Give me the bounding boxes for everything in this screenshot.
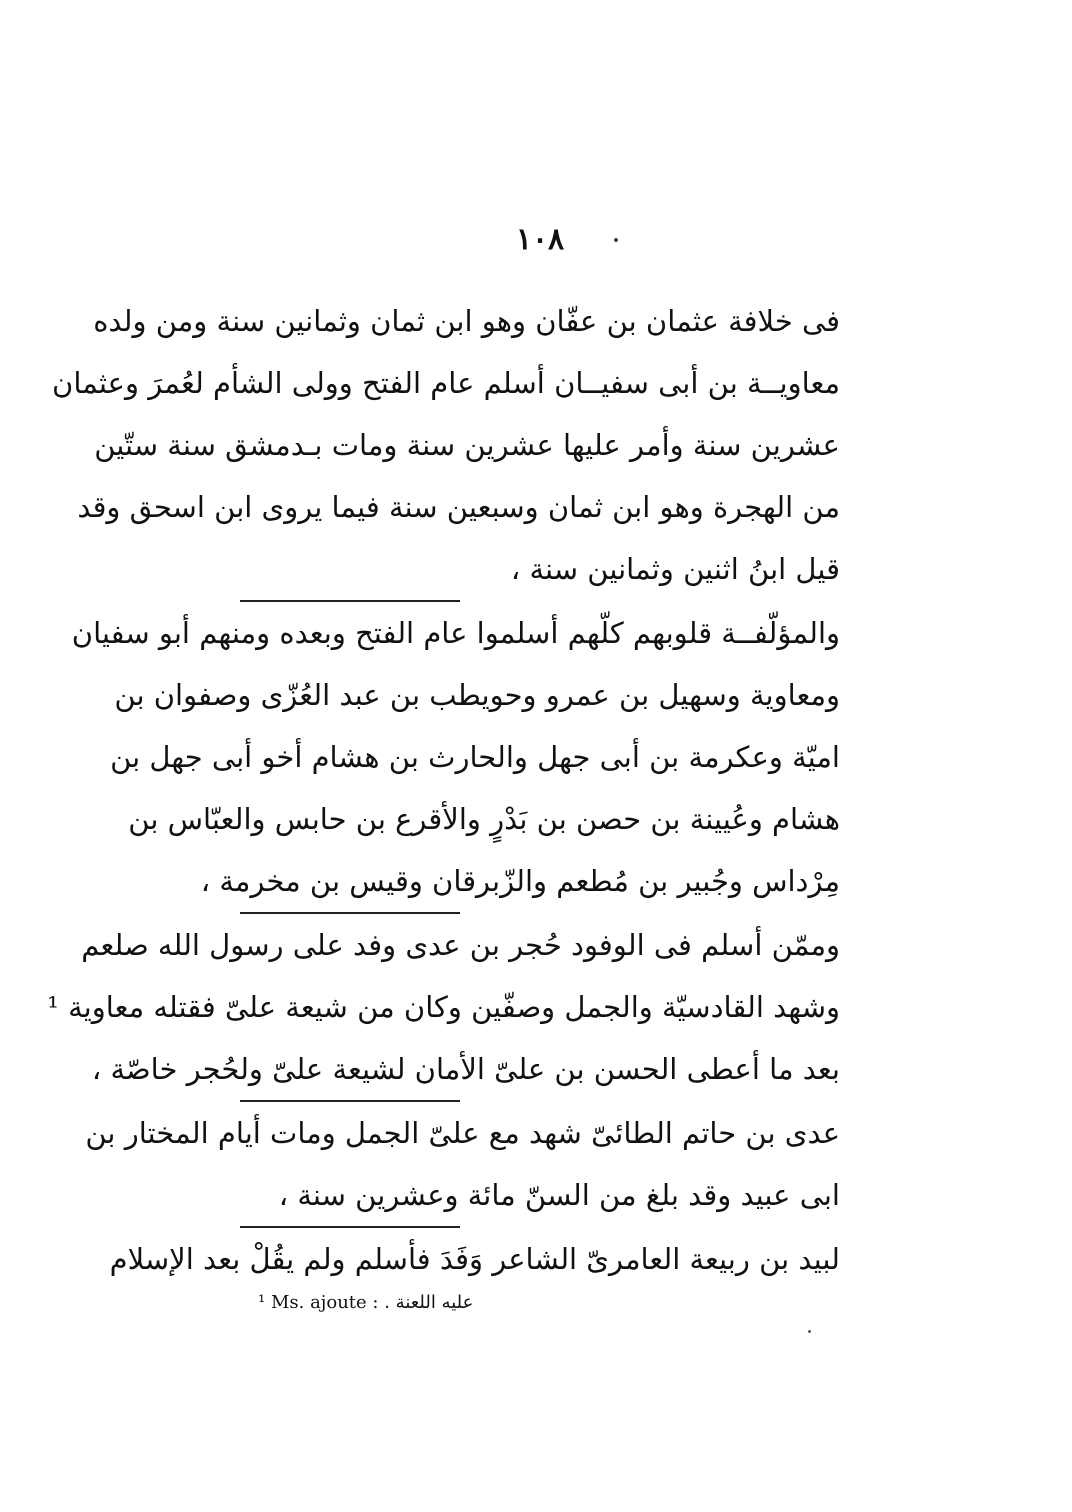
text-line: عدى بن حاتم الطائىّ شهد مع علىّ الجمل ومات أيام المختار بن xyxy=(85,1116,840,1150)
text-line: قيل ابنُ اثنين وثمانين سنة ، xyxy=(510,552,840,586)
text-line: من الهجرة وهو ابن ثمان وسبعين سنة فيما يروى ابن اسحق وقد xyxy=(77,490,840,524)
page-number-dot xyxy=(614,238,618,242)
text-line: عشرين سنة وأمر عليها عشرين سنة ومات بـدمشق سنة ستّين xyxy=(94,428,840,462)
footnote-latin: Ms. ajoute : xyxy=(270,1292,379,1313)
page-number: ١٠٨ xyxy=(515,222,565,257)
text-line: هشام وعُيينة بن حصن بن بَدْرٍ والأقرع بن حابس والعبّاس بن xyxy=(128,802,840,836)
text-line: والمؤلّفــة قلوبهم كلّهم أسلموا عام الفتح وبعده ومنهم أبو سفيان xyxy=(71,616,840,650)
text-line: معاويــة بن أبى سفيــان أسلم عام الفتح وولى الشأم لعُمرَ وعثمان xyxy=(52,366,840,400)
text-line: فى خلافة عثمان بن عفّان وهو ابن ثمان وثمانين سنة ومن ولده xyxy=(93,304,840,338)
text-line: وممّن أسلم فى الوفود حُجر بن عدى وفد على رسول الله صلعم xyxy=(81,928,840,962)
text-line: وشهد القادسيّة والجمل وصفّين وكان من شيعة علىّ فقتله معاوية ¹ xyxy=(47,990,840,1024)
footnote xyxy=(258,1292,473,1313)
text-line: لبيد بن ربيعة العامرىّ الشاعر وَفَدَ فأسلم ولم يقُلْ بعد الإسلام xyxy=(109,1242,840,1276)
text-line: ومعاوية وسهيل بن عمرو وحويطب بن عبد العُزّى وصفوان بن xyxy=(114,678,840,712)
speck xyxy=(808,1330,811,1333)
footnote-marker: ¹ xyxy=(258,1292,266,1313)
footnote-arabic: عليه اللعنة . xyxy=(384,1292,474,1313)
text-line: اميّة وعكرمة بن أبى جهل والحارث بن هشام أخو أبى جهل بن xyxy=(110,740,840,774)
text-line: بعد ما أعطى الحسن بن علىّ الأمان لشيعة علىّ ولحُجر خاصّة ، xyxy=(91,1052,840,1086)
body-text xyxy=(47,290,840,1290)
text-line: مِرْداس وجُبير بن مُطعم والزّبرقان وقيس بن مخرمة ، xyxy=(200,864,840,898)
text-line: ابى عبيد وقد بلغ من السنّ مائة وعشرين سنة ، xyxy=(278,1178,840,1212)
